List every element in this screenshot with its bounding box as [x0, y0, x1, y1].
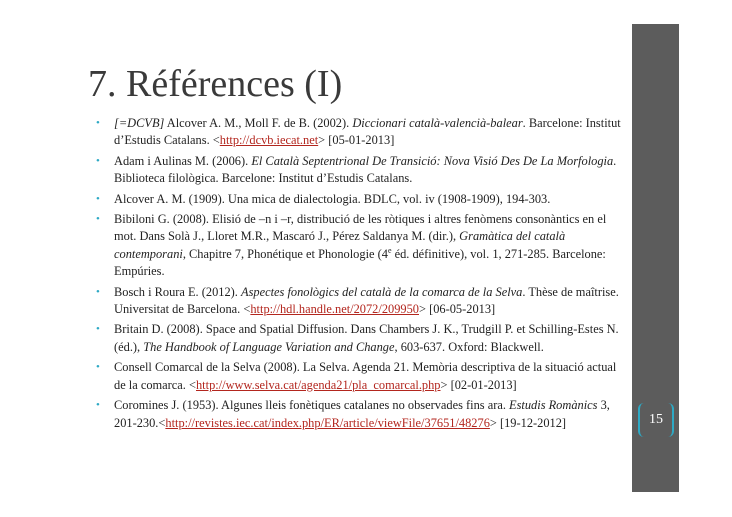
- reference-list: [96, 115, 626, 435]
- reference-link[interactable]: http://www.selva.cat/agenda21/pla_comarcal.php: [195, 377, 441, 392]
- bullet-icon: •: [96, 361, 100, 374]
- reference-italic-text: The Handbook of Language Variation and Change: [143, 339, 395, 354]
- bullet-icon: •: [96, 323, 100, 336]
- page-number: 15: [638, 403, 674, 437]
- reference-text: Britain D. (2008). Space and Spatial Diffusion. Dans Chambers J. K., Trudgill P. et Schilling-Estes N. (éd.),: [114, 322, 619, 354]
- reference-item: [96, 211, 626, 281]
- reference-item: [96, 359, 626, 394]
- reference-link[interactable]: http://dcvb.iecat.net: [219, 133, 319, 148]
- reference-text: Bibiloni G. (2008). Elisió de –n i –r, distribució de les ròtiques i altres fenòmens consonàntics en el mot. Dans Solà J., Lloret M.R., Mascaró J., Pérez Saldanya M. (dir.),: [114, 212, 607, 244]
- reference-text: > [02-01-2013]: [440, 377, 517, 392]
- bullet-icon: •: [96, 399, 100, 412]
- reference-text: Bosch i Roura E. (2012).: [114, 284, 241, 299]
- reference-item: [96, 153, 626, 188]
- reference-italic-text: Diccionari català-valencià-balear: [352, 116, 523, 130]
- bullet-icon: •: [96, 154, 100, 167]
- reference-text: > [05-01-2013]: [318, 133, 395, 148]
- reference-italic-text: Gramàtica del català contemporani: [114, 229, 566, 261]
- reference-text: Alcover A. M., Moll F. de B. (2002).: [164, 116, 353, 130]
- reference-item: [96, 397, 626, 432]
- reference-text: Alcover A. M. (1909). Una mica de dialectologia. BDLC, vol. iv (1908-1909), 194-303.: [114, 191, 551, 206]
- slide-title: 7. Références (I): [88, 63, 343, 105]
- reference-text: , Chapitre 7, Phonétique et Phonologie (4: [182, 246, 388, 261]
- reference-text: Consell Comarcal de la Selva (2008). La Selva. Agenda 21. Memòria descriptiva de la situació actual de la comarca. <: [114, 360, 617, 392]
- reference-text: > [19-12-2012]: [489, 415, 567, 430]
- reference-italic-text: [=DCVB]: [114, 116, 165, 130]
- reference-text: éd. définitive), vol. 1, 271-285. Barcelone: Empúries.: [114, 246, 606, 279]
- reference-item: [96, 321, 626, 356]
- bullet-icon: •: [96, 192, 100, 205]
- reference-link[interactable]: http://hdl.handle.net/2072/209950: [250, 302, 419, 317]
- reference-item: [96, 284, 626, 319]
- bullet-icon: •: [96, 213, 100, 226]
- reference-italic-text: Estudis Romànics: [509, 398, 598, 413]
- reference-item: [96, 115, 626, 150]
- bullet-icon: •: [96, 285, 100, 298]
- reference-text: . Thèse de maîtrise. Universitat de Barcelona. <: [114, 284, 619, 317]
- reference-italic-text: El Català Septentrional De Transició: Nova Visió Des De La Morfologia: [251, 153, 614, 168]
- bullet-icon: •: [96, 117, 100, 129]
- reference-text: . Barcelone: Institut d’Estudis Catalans. <: [114, 116, 621, 148]
- reference-text: > [06-05-2013]: [419, 302, 496, 317]
- reference-italic-text: Aspectes fonològics del català de la comarca de la Selva: [241, 284, 523, 299]
- reference-link[interactable]: http://revistes.iec.cat/index.php/ER/article/viewFile/37651/48276: [165, 415, 490, 430]
- reference-text: . Biblioteca filològica. Barcelone: Institut d’Estudis Catalans.: [114, 153, 617, 186]
- reference-text: 3, 201-230.<: [114, 398, 610, 430]
- reference-text: Adam i Aulinas M. (2006).: [114, 153, 252, 168]
- reference-text: Coromines J. (1953). Algunes lleis fonètiques catalanes no observades fins ara.: [114, 398, 510, 413]
- reference-text: , 603-637. Oxford: Blackwell.: [394, 339, 544, 354]
- reference-text: e: [387, 245, 392, 255]
- reference-item: [96, 191, 626, 208]
